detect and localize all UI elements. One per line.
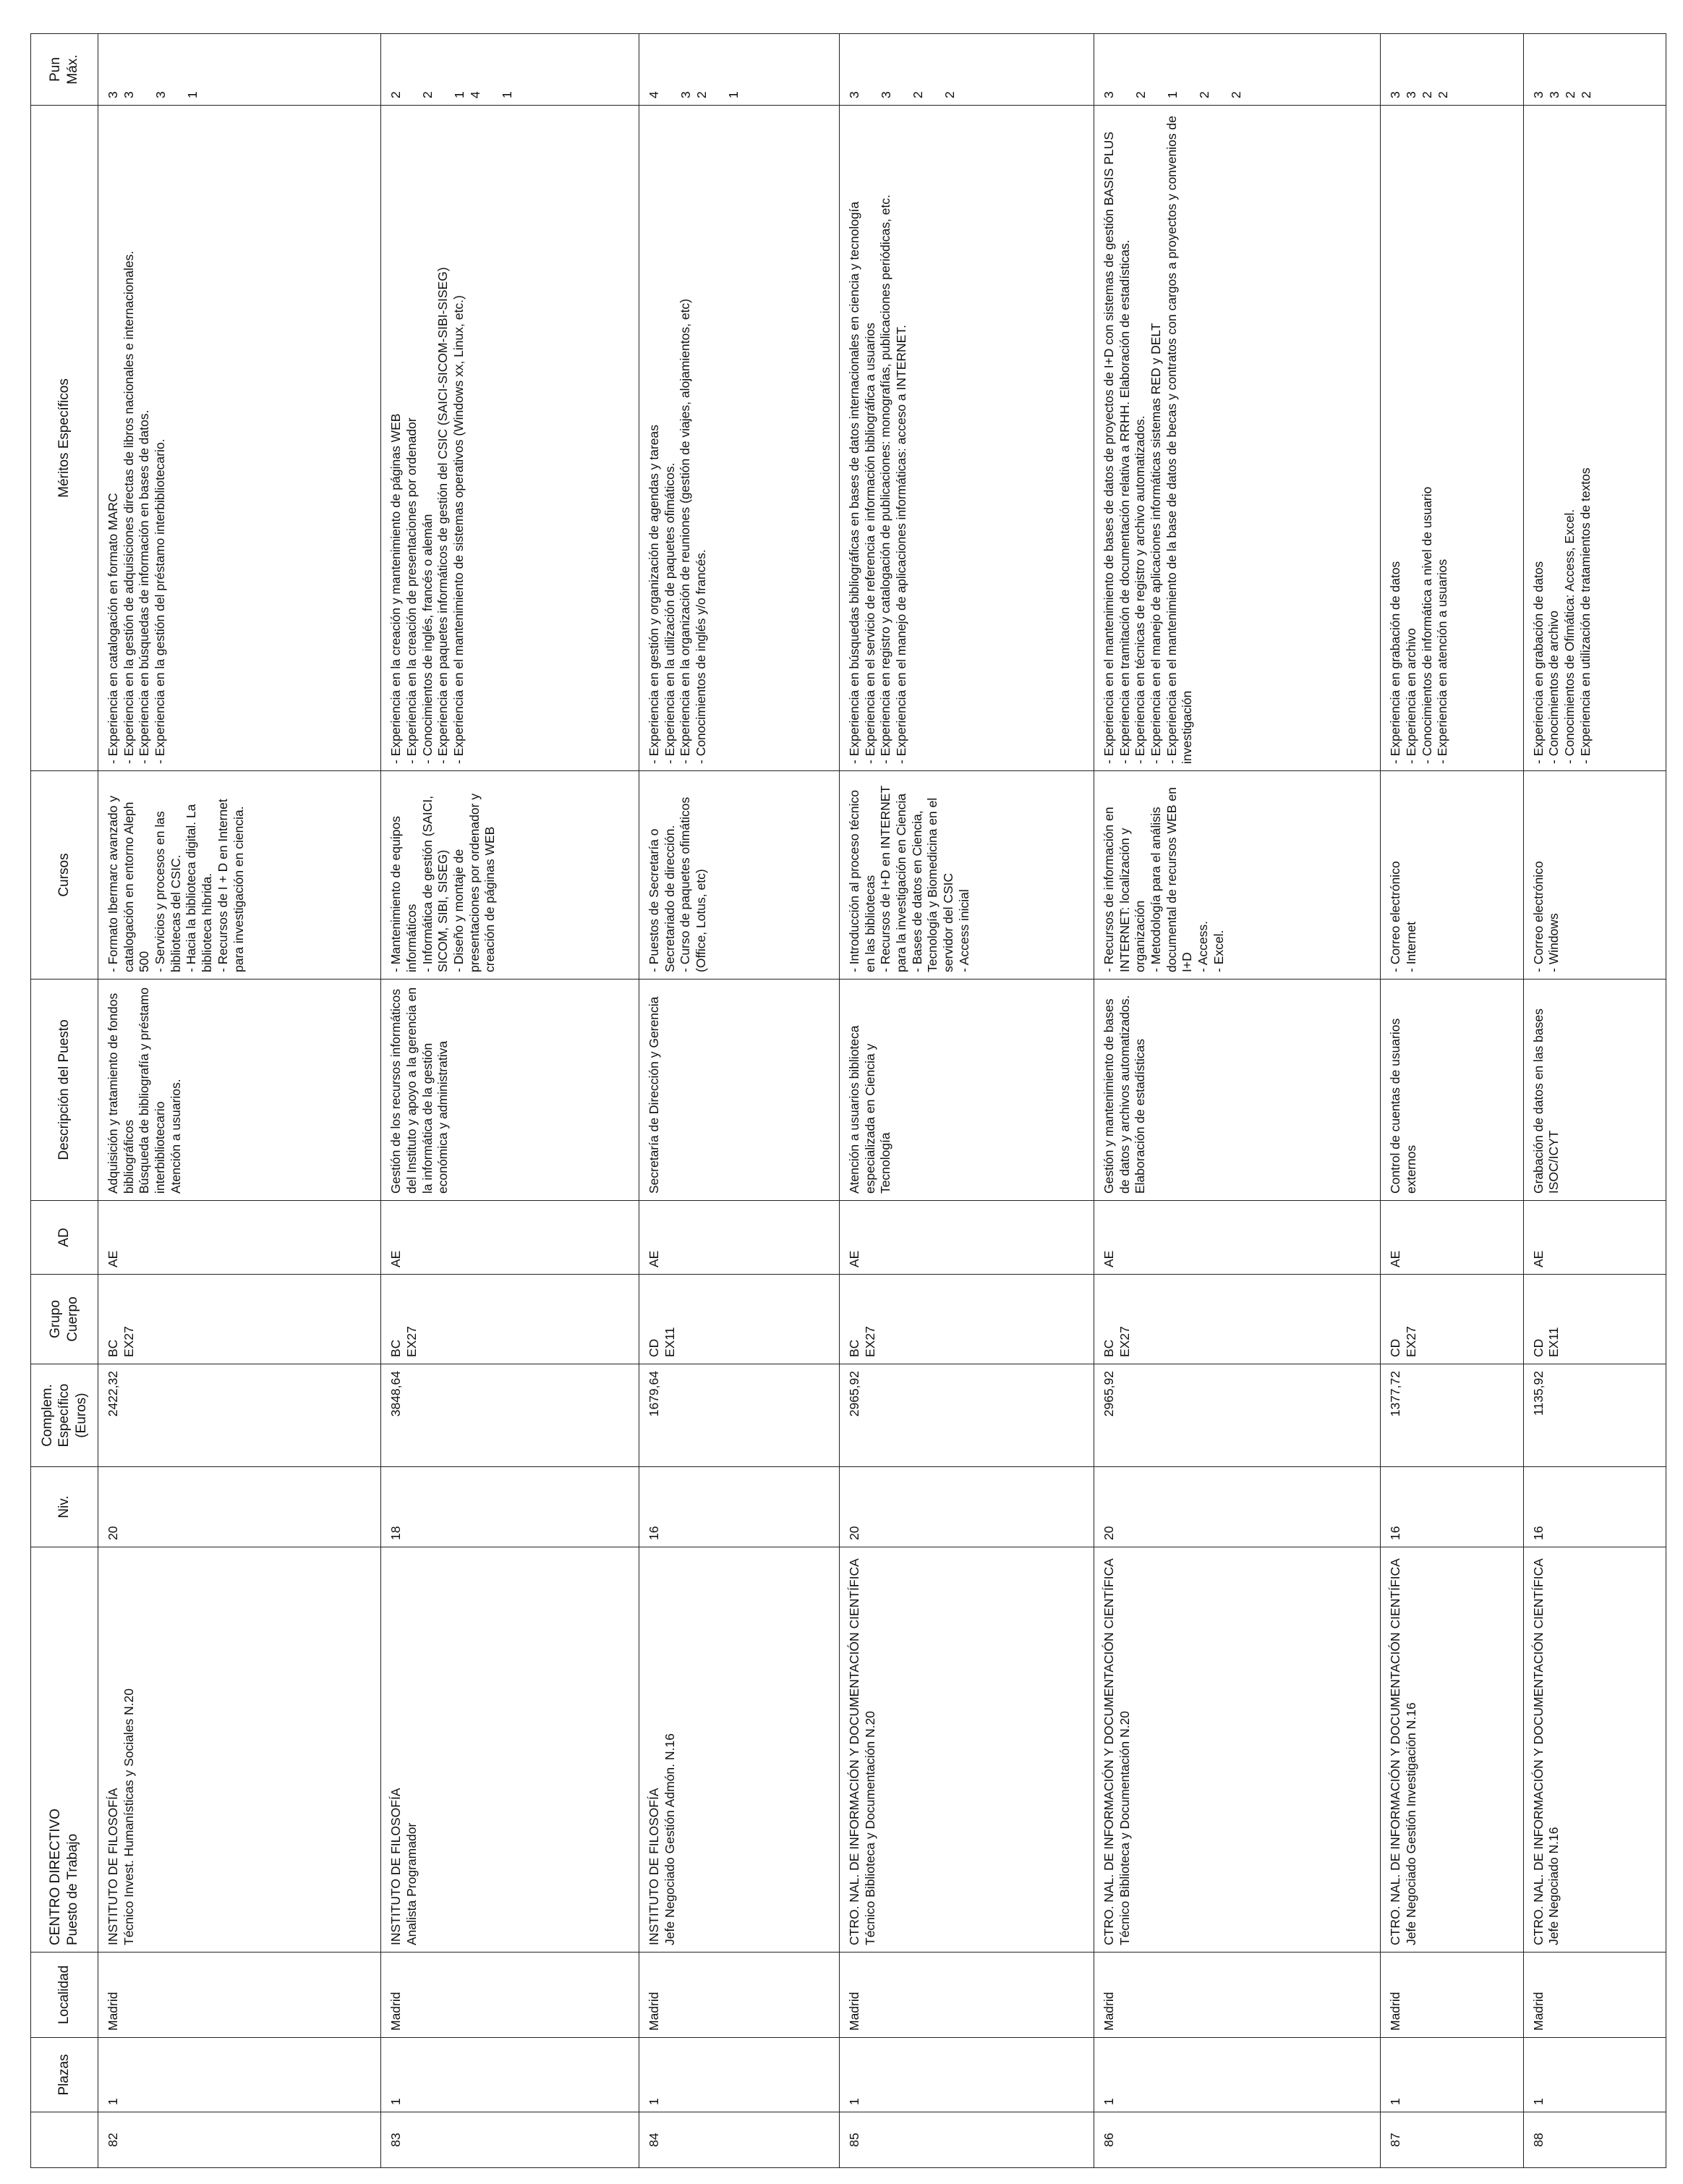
table-body bbox=[98, 34, 1666, 2168]
meritos-cell bbox=[381, 106, 639, 771]
table-row bbox=[1381, 34, 1523, 2168]
plazas-cell: 1 bbox=[98, 2038, 381, 2112]
meritos-cell bbox=[839, 106, 1094, 771]
nivel-cell: 18 bbox=[381, 1467, 639, 1547]
curso-item: - Bases de datos en Ciencia, Tecnología y Biomedicina en el servidor del CSIC bbox=[909, 797, 955, 972]
grupo-text: BC EX27 bbox=[846, 1326, 877, 1357]
descripcion-cell bbox=[1094, 980, 1380, 1201]
puntuacion-value: 2 bbox=[1578, 91, 1593, 98]
localidad-cell: Madrid bbox=[381, 1953, 639, 2038]
nivel-cell: 16 bbox=[639, 1467, 839, 1547]
merito-item: - Experiencia en archivo bbox=[1404, 628, 1419, 764]
grupo-cell bbox=[381, 1275, 639, 1364]
header-descripcion: Descripción del Puesto bbox=[31, 980, 98, 1201]
puntuacion-value: 2 bbox=[1228, 91, 1243, 98]
puntuacion-value: 1 bbox=[185, 91, 200, 98]
complemento-cell: 1377,72 bbox=[1381, 1364, 1523, 1467]
curso-item: - Access. bbox=[1196, 921, 1211, 972]
merito-item: - Experiencia en la creación y mantenimiento de páginas WEB bbox=[388, 413, 404, 764]
plazas-cell: 1 bbox=[381, 2038, 639, 2112]
cursos-cell bbox=[1523, 771, 1666, 980]
puntuacion-value: 3 bbox=[1530, 91, 1546, 98]
merito-item: - Experiencia en la gestión del préstamo interbibliotecario. bbox=[153, 438, 168, 764]
merito-item: - Experiencia en gestión y organización de agendas y tareas bbox=[646, 425, 661, 764]
merito-item: - Experiencia en atención a usuarios bbox=[1435, 558, 1450, 764]
plazas-cell: 1 bbox=[839, 2038, 1094, 2112]
meritos-cell bbox=[639, 106, 839, 771]
centro-text: CTRO. NAL. DE INFORMACIÓN Y DOCUMENTACIÓN CIENTÍFICA Técnico Biblioteca y Documentación N.20 bbox=[846, 1558, 877, 1945]
merito-item: - Experiencia en catalogación en formato MARC bbox=[106, 493, 120, 764]
puntuacion-value: 2 bbox=[910, 91, 925, 98]
curso-item: - Excel. bbox=[1211, 930, 1226, 972]
table-header-row bbox=[31, 34, 98, 2168]
curso-item: - Servicios y procesos en las bibliotecas del CSIC. bbox=[153, 811, 183, 972]
puntuacion-value bbox=[404, 41, 420, 98]
cursos-cell bbox=[1094, 771, 1380, 980]
puntuacion-cell bbox=[381, 34, 639, 106]
puntuacion-value: 2 bbox=[420, 91, 435, 98]
grupo-text: BC EX27 bbox=[106, 1326, 136, 1357]
localidad-cell: Madrid bbox=[639, 1953, 839, 2038]
grupo-text: CD EX11 bbox=[646, 1327, 677, 1357]
header-centro: CENTRO DIRECTIVO Puesto de Trabajo bbox=[31, 1547, 98, 1953]
curso-item: - Correo electrónico bbox=[1388, 861, 1403, 972]
position-number: 84 bbox=[639, 2112, 839, 2168]
cursos-cell bbox=[1381, 771, 1523, 980]
curso-item: - Formato Ibermarc avanzado y catalogación en entorno Aleph 500 bbox=[106, 795, 152, 972]
puntuacion-value: 3 bbox=[1101, 91, 1116, 98]
grupo-cell bbox=[1381, 1275, 1523, 1364]
puntuacion-value: 1 bbox=[725, 91, 741, 98]
table-row bbox=[98, 34, 381, 2168]
table-row bbox=[1094, 34, 1380, 2168]
centro-cell bbox=[1523, 1547, 1666, 1953]
centro-cell bbox=[1094, 1547, 1380, 1953]
nivel-cell: 16 bbox=[1523, 1467, 1666, 1547]
merito-item: - Experiencia en el mantenimiento de sistemas operativos (Windows xx, Linux, etc.) bbox=[451, 295, 466, 764]
merito-item: - Conocimientos de inglés y/o francés. bbox=[693, 549, 708, 764]
grupo-cell bbox=[1094, 1275, 1380, 1364]
puntuacion-value: 3 bbox=[878, 91, 893, 98]
cursos-cell bbox=[639, 771, 839, 980]
header-grupo: Grupo Cuerpo bbox=[31, 1275, 98, 1364]
curso-item: - Recursos de información en INTERNET: localización y organización bbox=[1101, 807, 1148, 972]
centro-cell bbox=[639, 1547, 839, 1953]
merito-item: - Experiencia en técnicas de registro y archivo automatizados. bbox=[1133, 415, 1148, 764]
position-number: 88 bbox=[1523, 2112, 1666, 2168]
puntuacion-value: 1 bbox=[452, 91, 467, 98]
puntuacion-value: 2 bbox=[1196, 91, 1211, 98]
puntuacion-value: 2 bbox=[1420, 91, 1435, 98]
meritos-cell bbox=[1094, 106, 1380, 771]
header-localidad: Localidad bbox=[31, 1953, 98, 2038]
grupo-cell bbox=[839, 1275, 1094, 1364]
curso-item: - Puestos de Secretaría o Secretariado de dirección. bbox=[646, 825, 677, 972]
centro-text: CTRO. NAL. DE INFORMACIÓN Y DOCUMENTACIÓN CIENTÍFICA Jefe Negociado N.16 bbox=[1530, 1558, 1561, 1945]
ad-cell: AE bbox=[1094, 1201, 1380, 1275]
cursos-cell bbox=[98, 771, 381, 980]
merito-item: - Experiencia en el manejo de aplicaciones informáticas: acceso a INTERNET. bbox=[893, 325, 908, 764]
descripcion-text: Grabación de datos en las bases ISOC/ICYT bbox=[1530, 1005, 1561, 1194]
localidad-cell: Madrid bbox=[98, 1953, 381, 2038]
localidad-cell: Madrid bbox=[1381, 1953, 1523, 2038]
complemento-cell: 3848,64 bbox=[381, 1364, 639, 1467]
puntuacion-value: 3 bbox=[1404, 91, 1419, 98]
plazas-cell: 1 bbox=[1094, 2038, 1380, 2112]
centro-text: CTRO. NAL. DE INFORMACIÓN Y DOCUMENTACIÓN CIENTÍFICA Técnico Biblioteca y Documentación N.20 bbox=[1101, 1558, 1132, 1945]
merito-item: - Experiencia en la utilización de paquetes ofimáticos. bbox=[662, 462, 677, 764]
puntuacion-value bbox=[484, 41, 500, 98]
ad-cell: AE bbox=[1523, 1201, 1666, 1275]
merito-item: - Experiencia en el mantenimiento de la base de datos de becas y contratos con cargos a proyectos y convenios de investigación bbox=[1164, 116, 1195, 764]
ad-cell: AE bbox=[1381, 1201, 1523, 1275]
puntuacion-value bbox=[895, 41, 911, 98]
rotated-table-container bbox=[30, 34, 1666, 2168]
curso-item: - Mantenimiento de equipos informáticos bbox=[388, 816, 419, 972]
puntuacion-value bbox=[662, 41, 678, 98]
merito-item: - Experiencia en la gestión de adquisiciones directas de libros nacionales e internacionales. bbox=[121, 250, 136, 764]
complemento-cell: 2965,92 bbox=[839, 1364, 1094, 1467]
merito-item: - Experiencia en la creación de presentaciones por ordenador bbox=[404, 417, 419, 764]
puntuacion-value: 2 bbox=[1436, 91, 1451, 98]
table-row bbox=[1523, 34, 1666, 2168]
centro-cell bbox=[1381, 1547, 1523, 1953]
puntuacion-value: 3 bbox=[678, 91, 693, 98]
header-meritos: Méritos Específicos bbox=[31, 106, 98, 771]
header-puntuacion: Pun Máx. bbox=[31, 34, 98, 106]
centro-text: INSTITUTO DE FILOSOFÍA Jefe Negociado Gestión Admón. N.16 bbox=[646, 1733, 677, 1945]
puntuacion-value: 2 bbox=[694, 91, 709, 98]
curso-item: - Informática de gestión (SAICI, SICOM, SIBI, SISEG) bbox=[419, 795, 451, 972]
puntuacion-value bbox=[1117, 41, 1133, 98]
puntuacion-cell bbox=[839, 34, 1094, 106]
grupo-cell bbox=[98, 1275, 381, 1364]
descripcion-cell bbox=[639, 980, 839, 1201]
curso-item: - Metodología para el análisis documental de recursos WEB en I+D bbox=[1149, 787, 1195, 972]
merito-item: - Experiencia en búsquedas bibliográficas en bases de datos internacionales en ciencia y tecnología bbox=[846, 201, 861, 764]
descripcion-cell bbox=[1523, 980, 1666, 1201]
puntuacion-value: 3 bbox=[846, 91, 861, 98]
nivel-cell: 16 bbox=[1381, 1467, 1523, 1547]
merito-item: - Conocimientos de informática a nivel de usuario bbox=[1419, 486, 1434, 764]
ad-cell: AE bbox=[639, 1201, 839, 1275]
puntuacion-value: 3 bbox=[153, 91, 168, 98]
plazas-cell: 1 bbox=[1523, 2038, 1666, 2112]
header-cursos: Cursos bbox=[31, 771, 98, 980]
cursos-cell bbox=[381, 771, 639, 980]
puntuacion-value bbox=[1181, 41, 1197, 98]
curso-item: - Introducción al proceso técnico en las bibliotecas bbox=[846, 790, 877, 972]
cursos-cell bbox=[839, 771, 1094, 980]
centro-cell bbox=[98, 1547, 381, 1953]
descripcion-text: Secretaría de Dirección y Gerencia bbox=[646, 996, 661, 1194]
puntuacion-cell bbox=[98, 34, 381, 106]
centro-text: INSTITUTO DE FILOSOFÍA Analista Programador bbox=[388, 1788, 419, 1945]
puntuacion-cell bbox=[1381, 34, 1523, 106]
descripcion-cell bbox=[98, 980, 381, 1201]
curso-item: - Access inicial bbox=[956, 889, 971, 972]
grupo-text: BC EX27 bbox=[388, 1326, 419, 1357]
puntuacion-value: 4 bbox=[646, 91, 661, 98]
complemento-cell: 2965,92 bbox=[1094, 1364, 1380, 1467]
ad-cell: AE bbox=[381, 1201, 639, 1275]
puntuacion-value bbox=[863, 41, 879, 98]
meritos-cell bbox=[1381, 106, 1523, 771]
curso-item: - Internet bbox=[1404, 921, 1419, 972]
merito-item: - Conocimientos de Ofimática: Access, Excel. bbox=[1562, 509, 1577, 764]
descripcion-text: Adquisición y tratamiento de fondos bibliográficos Búsqueda de bibliografía y préstamo interbibliotecario Atención a usuarios. bbox=[106, 987, 183, 1194]
localidad-cell: Madrid bbox=[1094, 1953, 1380, 2038]
plazas-cell: 1 bbox=[639, 2038, 839, 2112]
puntuacion-value bbox=[926, 41, 942, 98]
puntuacion-value: 3 bbox=[106, 91, 120, 98]
puntuacion-cell bbox=[1094, 34, 1380, 106]
position-number: 83 bbox=[381, 2112, 639, 2168]
position-number: 82 bbox=[98, 2112, 381, 2168]
curso-item: - Hacia la biblioteca digital. La biblioteca híbrida. bbox=[184, 804, 215, 972]
centro-text: INSTITUTO DE FILOSOFÍA Técnico Invest. Humanísticas y Sociales N.20 bbox=[106, 1688, 136, 1945]
curso-item: - Curso de paquetes ofimáticos (Office, Lotus, etc) bbox=[678, 796, 708, 972]
curso-item: - Recursos de I+D en INTERNET para la investigación en Ciencia bbox=[878, 786, 908, 972]
curso-item: - Correo electrónico bbox=[1530, 861, 1546, 972]
table-row bbox=[639, 34, 839, 2168]
puntuacion-cell bbox=[1523, 34, 1666, 106]
ad-cell: AE bbox=[839, 1201, 1094, 1275]
merito-item: - Experiencia en el manejo de aplicaciones informáticas sistemas RED y DELT bbox=[1149, 323, 1163, 764]
puntuacion-value: 3 bbox=[1388, 91, 1403, 98]
complemento-cell: 1135,92 bbox=[1523, 1364, 1666, 1467]
descripcion-text: Atención a usuarios biblioteca especializada en Ciencia y Tecnología bbox=[846, 1021, 893, 1194]
grupo-text: CD EX11 bbox=[1530, 1327, 1561, 1357]
merito-item: - Experiencia en grabación de datos bbox=[1388, 561, 1403, 764]
complemento-cell: 2422,32 bbox=[98, 1364, 381, 1467]
merito-item: - Conocimientos de inglés, francés o alemán bbox=[419, 514, 435, 764]
header-ad: AD bbox=[31, 1201, 98, 1275]
meritos-cell bbox=[98, 106, 381, 771]
header-plazas: Plazas bbox=[31, 2038, 98, 2112]
grupo-cell bbox=[639, 1275, 839, 1364]
descripcion-cell bbox=[839, 980, 1094, 1201]
descripcion-text: Gestión y mantenimiento de bases de datos y archivos automatizados. Elaboración de estadísticas bbox=[1101, 995, 1148, 1194]
puntuacion-value bbox=[1213, 41, 1229, 98]
puntuacion-value bbox=[137, 41, 153, 98]
merito-item: - Experiencia en paquetes informáticos de gestión del CSIC (SAICI-SICOM-SIBI-SISEG) bbox=[435, 267, 451, 764]
merito-item: - Experiencia en registro y catalogación de publicaciones: monografías, publicaciones periódicas, etc. bbox=[878, 195, 893, 764]
grupo-text: CD EX27 bbox=[1388, 1326, 1419, 1357]
puntuacion-value bbox=[169, 41, 185, 98]
puntuacion-cell bbox=[639, 34, 839, 106]
nivel-cell: 20 bbox=[1094, 1467, 1380, 1547]
ad-cell: AE bbox=[98, 1201, 381, 1275]
table-row bbox=[839, 34, 1094, 2168]
merito-item: - Experiencia en el mantenimiento de bases de datos de proyectos de I+D con sistemas de gestión BASIS PLUS bbox=[1101, 131, 1116, 764]
puntuacion-value: 3 bbox=[122, 91, 136, 98]
merito-item: - Experiencia en grabación de datos bbox=[1530, 561, 1546, 764]
plazas-cell: 1 bbox=[1381, 2038, 1523, 2112]
puntuacion-value: 3 bbox=[1546, 91, 1561, 98]
centro-text: CTRO. NAL. DE INFORMACIÓN Y DOCUMENTACIÓN CIENTÍFICA Jefe Negociado Gestión Investigación N.16 bbox=[1388, 1558, 1419, 1945]
puntuacion-value bbox=[1149, 41, 1165, 98]
merito-item: - Experiencia en utilización de tratamientos de textos bbox=[1577, 467, 1593, 764]
localidad-cell: Madrid bbox=[839, 1953, 1094, 2038]
centro-cell bbox=[839, 1547, 1094, 1953]
nivel-cell: 20 bbox=[98, 1467, 381, 1547]
position-number: 86 bbox=[1094, 2112, 1380, 2168]
puntuacion-value: 2 bbox=[1133, 91, 1148, 98]
merito-item: - Experiencia en el servicio de referencia e información bibliográfica a usuarios bbox=[862, 323, 877, 764]
complemento-cell: 1679,64 bbox=[639, 1364, 839, 1467]
localidad-cell: Madrid bbox=[1523, 1953, 1666, 2038]
puntuacion-value bbox=[710, 41, 726, 98]
table-row bbox=[381, 34, 639, 2168]
puntuacion-value: 2 bbox=[942, 91, 957, 98]
position-number: 87 bbox=[1381, 2112, 1523, 2168]
merito-item: - Experiencia en la organización de reuniones (gestión de viajes, alojamientos, etc) bbox=[678, 298, 693, 764]
descripcion-cell bbox=[1381, 980, 1523, 1201]
puntuacion-value bbox=[436, 41, 452, 98]
meritos-cell bbox=[1523, 106, 1666, 771]
puntuacion-value: 1 bbox=[1164, 91, 1180, 98]
nivel-cell: 20 bbox=[839, 1467, 1094, 1547]
grupo-text: BC EX27 bbox=[1101, 1326, 1132, 1357]
centro-cell bbox=[381, 1547, 639, 1953]
merito-item: - Experiencia en tramitación de documentación relativa a RRHH. Elaboración de estadísticas. bbox=[1117, 239, 1132, 764]
descripcion-cell bbox=[381, 980, 639, 1201]
descripcion-text: Gestión de los recursos informáticos del Instituto y apoyo a la gerencia en la informática de la gestión económica y administrativa bbox=[388, 984, 451, 1194]
header-number bbox=[31, 2112, 98, 2168]
header-nivel: Niv. bbox=[31, 1467, 98, 1547]
curso-item: - Diseño y montaje de presentaciones por ordenador y creación de páginas WEB bbox=[451, 793, 498, 972]
curso-item: - Windows bbox=[1546, 913, 1561, 972]
header-complemento: Complem. Específico (Euros) bbox=[31, 1364, 98, 1467]
job-positions-table bbox=[30, 33, 1666, 2168]
merito-item: - Experiencia en búsquedas de información en bases de datos. bbox=[137, 409, 152, 764]
puntuacion-value: 2 bbox=[1562, 91, 1577, 98]
puntuacion-value: 2 bbox=[388, 91, 404, 98]
merito-item: - Conocimientos de archivo bbox=[1546, 610, 1561, 764]
curso-item: - Recursos de I + D en Internet para investigación en ciencia. bbox=[215, 799, 246, 972]
position-number: 85 bbox=[839, 2112, 1094, 2168]
descripcion-text: Control de cuentas de usuarios externos bbox=[1388, 1014, 1419, 1194]
puntuacion-value: 1 bbox=[500, 91, 515, 98]
puntuacion-value: 4 bbox=[468, 91, 483, 98]
grupo-cell bbox=[1523, 1275, 1666, 1364]
